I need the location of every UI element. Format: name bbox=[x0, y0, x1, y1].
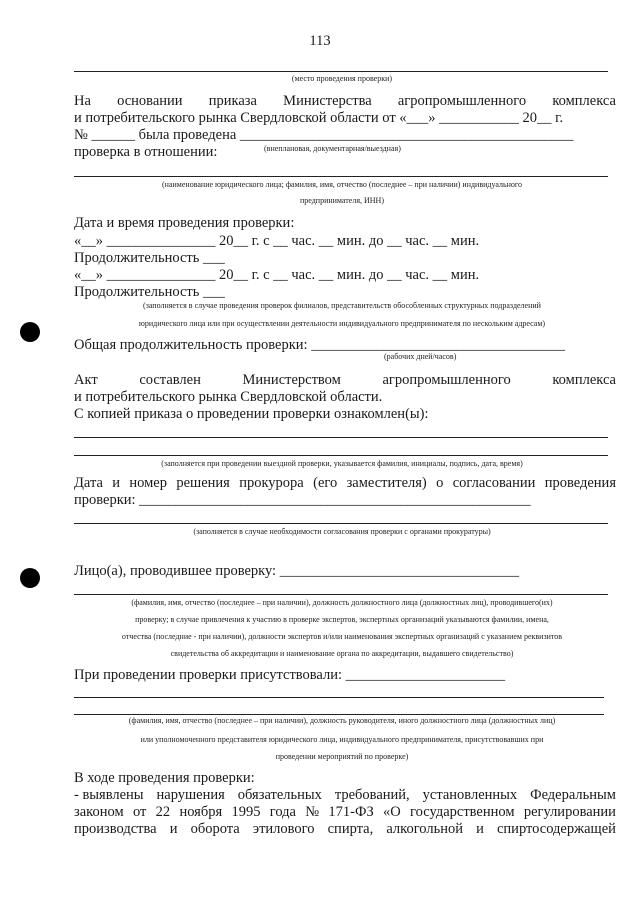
word: составлен bbox=[139, 372, 201, 388]
word: 1995 bbox=[231, 804, 261, 820]
inspection-type-caption: (внеплановая, документарная/выездная) bbox=[264, 144, 401, 153]
present-line-2 bbox=[74, 714, 604, 715]
word: «О bbox=[383, 804, 401, 820]
word: (его bbox=[313, 475, 338, 491]
word: На bbox=[74, 93, 91, 109]
word: 171-ФЗ bbox=[328, 804, 374, 820]
word: комплекса bbox=[552, 372, 616, 388]
prosecutor-caption: (заполняется в случае необходимости согласования проверки с органами прокуратуры) bbox=[193, 527, 491, 536]
place-caption: (место проведения проверки) bbox=[291, 74, 393, 83]
word: и bbox=[112, 475, 121, 491]
word: агропромышленного bbox=[397, 93, 527, 109]
word: спиртосодержащей bbox=[496, 821, 616, 837]
copy-line-1 bbox=[74, 437, 608, 438]
word: номер bbox=[129, 475, 167, 491]
duration-2: Продолжительность ___ bbox=[74, 284, 225, 300]
page-number: 113 bbox=[309, 33, 331, 49]
word: решения bbox=[176, 475, 230, 491]
prosecutor-line-2: проверки: ______________________________________________________ bbox=[74, 492, 531, 508]
findings-label: В ходе проведения проверки: bbox=[74, 770, 255, 786]
word: государственном bbox=[410, 804, 515, 820]
basis-line-3: № ______ была проведена ______________________________________________ bbox=[74, 127, 574, 143]
word: алкогольной bbox=[386, 821, 463, 837]
present-label: При проведении проверки присутствовали: ______________________ bbox=[74, 667, 506, 683]
word: прокурора bbox=[239, 475, 304, 491]
findings-line-3 bbox=[74, 821, 616, 838]
present-caption-3: проведении мероприятий по проверке) bbox=[275, 752, 409, 761]
basis-line-1 bbox=[74, 93, 616, 110]
inspector-caption-1: (фамилия, имя, отчество (последнее – при наличии), должность должностного лица (должностных лиц), проводившего(их) bbox=[131, 598, 553, 607]
word: законом bbox=[74, 804, 124, 820]
word: ноября bbox=[179, 804, 223, 820]
word: регулировании bbox=[523, 804, 616, 820]
present-line-1 bbox=[74, 697, 604, 698]
findings-line-2 bbox=[74, 804, 616, 821]
total-duration-caption: (рабочих дней/часов) bbox=[384, 352, 457, 361]
prosecutor-line bbox=[74, 523, 608, 524]
word: 22 bbox=[155, 804, 171, 820]
word: от bbox=[132, 804, 147, 820]
word: Министерства bbox=[283, 93, 372, 109]
place-line bbox=[74, 71, 608, 72]
word: согласовании bbox=[452, 475, 536, 491]
word: Дата bbox=[74, 475, 103, 491]
word: этилового bbox=[252, 821, 315, 837]
present-caption-2: или уполномоченного представителя юридического лица, индивидуального предпринимателя, присутствовавших при bbox=[140, 735, 544, 744]
basis-line-4: проверка в отношении: bbox=[74, 144, 218, 160]
subject-caption-1: (наименование юридического лица; фамилия, имя, отчество (последнее – при наличии) индивидуального bbox=[162, 180, 522, 189]
word: обязательных bbox=[237, 787, 322, 803]
word: и bbox=[476, 821, 484, 837]
subject-caption-2: предпринимателя, ИНН) bbox=[300, 196, 384, 205]
punch-hole-1 bbox=[20, 322, 40, 342]
word: агропромышленного bbox=[382, 372, 511, 388]
word: и bbox=[169, 821, 178, 837]
word: Министерством bbox=[242, 372, 341, 388]
word: приказа bbox=[208, 93, 257, 109]
inspector-caption-2: проверку; в случае привлечения к участию в проверке экспертов, экспертных организаций указываются фамилии, имена, bbox=[135, 615, 549, 624]
inspector-caption-3: отчества (последние - при наличии), должности экспертов и/или наименования экспертных организаций с указанием реквизитов bbox=[121, 632, 563, 641]
word: № bbox=[305, 804, 320, 820]
basis-line-2: и потребительского рынка Свердловской области от «___» ___________ 20__ г. bbox=[74, 110, 564, 126]
act-line-1 bbox=[74, 372, 616, 389]
copy-caption: (заполняется при проведении выездной проверки, указывается фамилия, инициалы, подпись, дата, время) bbox=[161, 459, 523, 468]
datetime-row-1: «__» _______________ 20__ г. с __ час. __ мин. до __ час. __ мин. bbox=[74, 233, 480, 249]
datetime-caption-2: юридического лица или при осуществлении деятельности индивидуального предпринимателя по нескольким адресам) bbox=[138, 319, 546, 328]
punch-hole-2 bbox=[20, 568, 40, 588]
duration-1: Продолжительность ___ bbox=[74, 250, 225, 266]
word: оборота bbox=[190, 821, 240, 837]
inspector-line bbox=[74, 594, 608, 595]
datetime-label: Дата и время проведения проверки: bbox=[74, 215, 295, 231]
word: Федеральным bbox=[530, 787, 616, 803]
datetime-caption-1: (заполняется в случае проведения проверок филиалов, представительств обособленных структурных подразделений bbox=[143, 301, 541, 310]
copy-acknowledged-label: С копией приказа о проведении проверки ознакомлен(ы): bbox=[74, 406, 429, 422]
word: требований, bbox=[334, 787, 410, 803]
total-duration-label: Общая продолжительность проверки: ___________________________________ bbox=[74, 337, 565, 353]
present-caption-1: (фамилия, имя, отчество (последнее – при наличии), должность руководителя, иного должностного лица (должностных лиц) bbox=[128, 716, 556, 725]
word: комплекса bbox=[552, 93, 616, 109]
word: основании bbox=[117, 93, 183, 109]
word: - выявлены bbox=[74, 787, 144, 803]
word: заместителя) bbox=[346, 475, 427, 491]
act-line-2: и потребительского рынка Свердловской области. bbox=[74, 389, 383, 405]
prosecutor-line-1 bbox=[74, 475, 616, 492]
word: спирта, bbox=[327, 821, 374, 837]
inspector-label: Лицо(а), проводившее проверку: _________________________________ bbox=[74, 563, 519, 579]
inspector-caption-4: свидетельства об аккредитации и наименование органа по аккредитации, выдавшего свидетельство) bbox=[170, 649, 514, 658]
word: проведения bbox=[544, 475, 616, 491]
word: нарушения bbox=[156, 787, 225, 803]
findings-line-1 bbox=[74, 787, 616, 804]
word: производства bbox=[74, 821, 157, 837]
word: года bbox=[269, 804, 296, 820]
subject-line bbox=[74, 176, 608, 177]
word: о bbox=[436, 475, 444, 491]
copy-line-2 bbox=[74, 455, 608, 456]
word: установленных bbox=[422, 787, 518, 803]
datetime-row-2: «__» _______________ 20__ г. с __ час. __ мин. до __ час. __ мин. bbox=[74, 267, 480, 283]
word: Акт bbox=[74, 372, 98, 388]
